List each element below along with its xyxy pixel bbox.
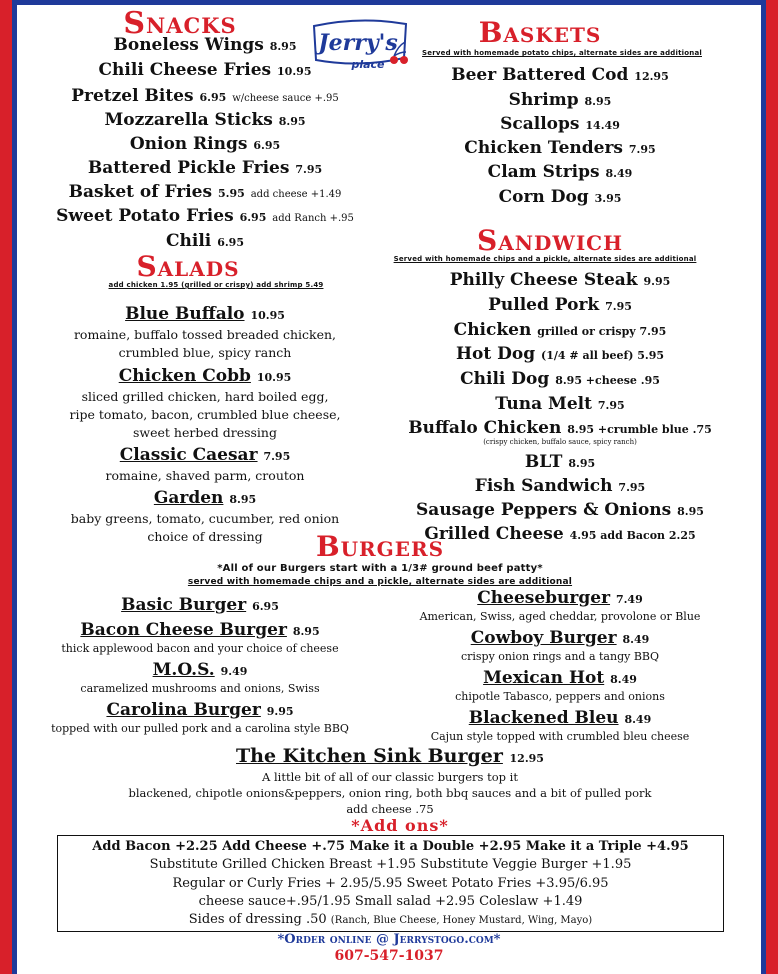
burger-name: Bacon Cheese Burger: [80, 620, 287, 640]
basket-price: 8.95: [584, 95, 612, 108]
burger-price: 9.95: [266, 705, 294, 718]
salad-item: [40, 445, 370, 465]
kitchen-sink-name: The Kitchen Sink Burger: [236, 745, 503, 767]
burger-item: [30, 620, 370, 640]
snack-price: 8.95: [269, 40, 297, 53]
salad-desc: crumbled blue, spicy ranch: [118, 345, 292, 360]
salad-desc: baby greens, tomato, cucumber, red onion: [70, 511, 340, 526]
burger-name: M.O.S.: [152, 660, 215, 680]
burger-price: 7.49: [615, 593, 643, 606]
snack-item: [20, 86, 390, 106]
snack-item: [20, 110, 390, 130]
burger-item: [30, 595, 370, 615]
burger-price: 6.95: [252, 600, 279, 613]
snack-item: [20, 182, 390, 202]
svg-text:place: place: [351, 58, 385, 71]
snack-name: Basket of Fries: [68, 182, 213, 202]
burger-desc: American, Swiss, aged cheddar, provolone or Blue: [419, 610, 701, 623]
sandwich-item: [395, 270, 725, 290]
burger-price: 8.49: [622, 633, 650, 646]
snacks-heading: Snacks: [123, 6, 237, 41]
salad-desc: choice of dressing: [147, 529, 263, 544]
basket-item: [395, 114, 725, 134]
kitchen-sink-desc-2: blackened, chipotle onions&peppers, onion ring, both bbq sauces and a bit of pulled pork: [128, 786, 652, 800]
sandwich-price: 4.95 add Bacon 2.25: [569, 529, 696, 542]
salads-note: add chicken 1.95 (grilled or crispy) add shrimp 5.49: [108, 281, 324, 289]
sandwich-price: 7.95: [597, 399, 625, 412]
burger-name: Cheeseburger: [477, 588, 611, 608]
burger-price: 8.49: [610, 673, 637, 686]
sandwich-name: Tuna Melt: [495, 394, 592, 414]
burger-desc: crispy onion rings and a tangy BBQ: [460, 650, 660, 663]
svg-text:Jerry's: Jerry's: [318, 30, 398, 56]
salad-desc: romaine, buffalo tossed breaded chicken,: [73, 327, 337, 342]
addons-line-1: Add Bacon +2.25 Add Cheese +.75 Make it a Double +2.95 Make it a Triple +4.95: [92, 839, 689, 854]
burger-name: Basic Burger: [121, 595, 247, 615]
sandwich-heading: Sandwich: [477, 224, 623, 257]
sandwich-price: (1/4 # all beef) 5.95: [541, 349, 665, 362]
snack-name: Sweet Potato Fries: [56, 206, 234, 226]
burger-item: [390, 628, 730, 648]
burgers-note1: *All of our Burgers start with a 1/3# ground beef patty*: [217, 563, 543, 574]
salad-name: Blue Buffalo: [125, 304, 245, 324]
snack-item: [20, 231, 390, 251]
baskets-note: Served with homemade potato chips, alternate sides are additional: [422, 49, 702, 57]
basket-item: [395, 90, 725, 110]
basket-name: Clam Strips: [487, 162, 600, 182]
sandwich-name: Philly Cheese Steak: [449, 270, 638, 290]
sandwich-price: 8.95 +cheese .95: [555, 374, 660, 387]
snack-name: Chili: [166, 231, 212, 251]
sandwich-name: Pulled Pork: [488, 295, 600, 315]
sandwich-item: [395, 500, 725, 520]
kitchen-sink-price: 12.95: [509, 752, 544, 765]
sandwich-name: Fish Sandwich: [474, 476, 613, 496]
border-right-blue: [761, 0, 766, 974]
phone-number[interactable]: 607-547-1037: [334, 948, 444, 964]
sandwich-name: Chicken: [453, 320, 532, 340]
snack-price: 6.95: [217, 236, 244, 249]
salad-price: 7.95: [263, 450, 291, 463]
salad-price: 8.95: [229, 493, 257, 506]
burger-desc: topped with our pulled pork and a carolina style BBQ: [51, 722, 349, 735]
sandwich-name: Sausage Peppers & Onions: [416, 500, 672, 520]
snack-item: [20, 35, 390, 55]
burger-name: Blackened Bleu: [468, 708, 619, 728]
sandwich-item: [395, 320, 725, 340]
snack-name: Boneless Wings: [113, 35, 264, 55]
sandwich-item: [395, 295, 725, 315]
basket-price: 7.95: [628, 143, 656, 156]
salad-desc: ripe tomato, bacon, crumbled blue cheese,: [69, 407, 341, 422]
salad-item: [40, 366, 370, 386]
snack-price: 6.95: [239, 211, 267, 224]
sandwich-price: 8.95: [568, 457, 596, 470]
order-online-link[interactable]: *Order online @ Jerrystogo.com*: [277, 932, 501, 947]
sandwich-price: 7.95: [605, 300, 632, 313]
sandwich-price: 9.95: [643, 275, 671, 288]
basket-item: [395, 65, 725, 85]
sandwich-item: [395, 476, 725, 496]
border-right-red: [766, 0, 778, 974]
burger-name: Mexican Hot: [483, 668, 605, 688]
salad-name: Chicken Cobb: [118, 366, 251, 386]
burger-name: Carolina Burger: [106, 700, 261, 720]
burger-desc: thick applewood bacon and your choice of cheese: [61, 642, 339, 655]
sandwich-note: Served with homemade chips and a pickle, alternate sides are additional: [393, 255, 697, 263]
sandwich-price: grilled or crispy 7.95: [537, 325, 667, 338]
snack-name: Onion Rings: [129, 134, 248, 154]
sandwich-item: [395, 344, 725, 364]
addons-line-4: cheese sauce+.95/1.95 Small salad +2.95 Coleslaw +1.49: [198, 894, 583, 909]
burgers-note2: served with homemade chips and a pickle, alternate sides are additional: [187, 577, 573, 587]
burger-item: [390, 588, 730, 608]
snack-name: Chili Cheese Fries: [98, 60, 272, 80]
salad-desc: romaine, shaved parm, crouton: [105, 468, 305, 483]
sandwich-name: BLT: [524, 452, 563, 472]
snack-price: 8.95: [278, 115, 306, 128]
burger-item: [30, 660, 370, 680]
snack-item: [20, 134, 390, 154]
salad-item: [40, 488, 370, 508]
snack-extra: w/cheese sauce +.95: [232, 93, 339, 104]
burger-price: 8.95: [292, 625, 320, 638]
sandwich-price: 8.95: [677, 505, 704, 518]
burger-item: [30, 700, 370, 720]
basket-name: Corn Dog: [498, 187, 589, 207]
baskets-heading: Baskets: [478, 16, 602, 49]
kitchen-sink-burger: [160, 745, 620, 767]
border-left-blue: [12, 0, 17, 974]
kitchen-sink-desc-3: add cheese .75: [346, 802, 434, 816]
snack-name: Mozzarella Sticks: [104, 110, 273, 130]
burgers-heading: Burgers: [315, 530, 445, 563]
basket-item: [395, 138, 725, 158]
basket-name: Scallops: [500, 114, 580, 134]
salad-item: [40, 304, 370, 324]
basket-name: Chicken Tenders: [464, 138, 623, 158]
snack-extra: add cheese +1.49: [250, 189, 342, 200]
border-top-blue: [12, 0, 766, 5]
snack-price: 6.95: [199, 91, 227, 104]
addons-line-2: Substitute Grilled Chicken Breast +1.95 Substitute Veggie Burger +1.95: [149, 857, 632, 872]
addons-line-5-main: Sides of dressing .50: [188, 912, 327, 927]
snack-price: 5.95: [217, 187, 245, 200]
sandwich-item: [395, 369, 725, 389]
basket-price: 3.95: [594, 192, 622, 205]
sandwich-name: Chili Dog: [460, 369, 550, 389]
basket-item: [395, 187, 725, 207]
salad-price: 10.95: [250, 309, 285, 322]
burger-price: 8.49: [624, 713, 652, 726]
salad-desc: sweet herbed dressing: [133, 425, 277, 440]
addons-heading: *Add ons*: [351, 816, 449, 835]
kitchen-sink-desc-1: A little bit of all of our classic burgers top it: [262, 770, 518, 784]
snack-extra: add Ranch +.95: [272, 213, 354, 224]
addons-line-5-note: (Ranch, Blue Cheese, Honey Mustard, Wing, Mayo): [330, 915, 593, 926]
basket-price: 12.95: [634, 70, 669, 83]
basket-name: Shrimp: [508, 90, 579, 110]
sandwich-price: 7.95: [618, 481, 646, 494]
salad-name: Classic Caesar: [119, 445, 258, 465]
sandwich-extra: (crispy chicken, buffalo sauce, spicy ranch): [483, 438, 637, 446]
sandwich-price: 8.95 +crumble blue .75: [567, 423, 712, 436]
snack-name: Pretzel Bites: [71, 86, 194, 106]
basket-price: 14.49: [585, 119, 620, 132]
burger-item: [390, 708, 730, 728]
sandwich-item: [395, 418, 725, 438]
basket-price: 8.49: [605, 167, 633, 180]
snack-price: 7.95: [295, 163, 323, 176]
sandwich-name: Buffalo Chicken: [408, 418, 562, 438]
salad-desc: sliced grilled chicken, hard boiled egg,: [81, 389, 329, 404]
basket-item: [395, 162, 725, 182]
snack-name: Battered Pickle Fries: [87, 158, 290, 178]
sandwich-name: Hot Dog: [455, 344, 536, 364]
salad-name: Garden: [153, 488, 224, 508]
addons-line-5: [57, 912, 724, 927]
snack-item: [20, 158, 390, 178]
burger-desc: Cajun style topped with crumbled bleu cheese: [430, 730, 690, 743]
sandwich-item: [395, 452, 725, 472]
snack-item: [20, 206, 390, 226]
basket-name: Beer Battered Cod: [451, 65, 629, 85]
salad-price: 10.95: [256, 371, 292, 384]
burger-item: [390, 668, 730, 688]
snack-price: 6.95: [253, 139, 281, 152]
salads-heading: Salads: [136, 250, 240, 283]
snack-price: 10.95: [277, 65, 312, 78]
snack-item: [20, 60, 390, 80]
burger-desc: caramelized mushrooms and onions, Swiss: [80, 682, 320, 695]
burger-desc: chipotle Tabasco, peppers and onions: [455, 690, 665, 703]
burger-name: Cowboy Burger: [470, 628, 617, 648]
border-left-red: [0, 0, 12, 974]
burger-price: 9.49: [220, 665, 248, 678]
sandwich-item: [395, 394, 725, 414]
addons-line-3: Regular or Curly Fries + 2.95/5.95 Sweet Potato Fries +3.95/6.95: [172, 876, 609, 891]
sandwich-name: Grilled Cheese: [424, 524, 564, 544]
